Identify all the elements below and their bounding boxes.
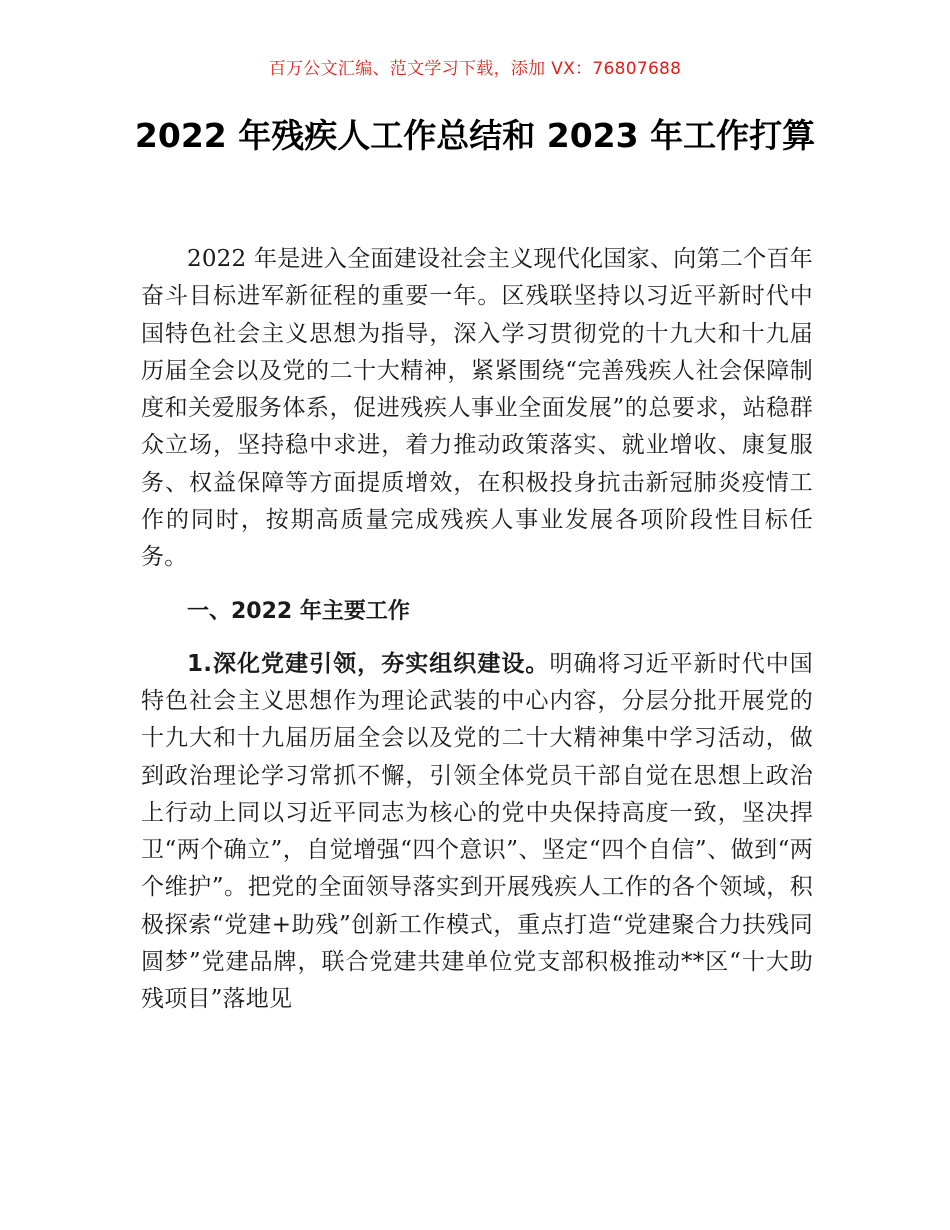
item-1-paragraph [141,646,813,1019]
section-heading-main-work: 一、2022 年主要工作 [187,598,410,624]
intro-paragraph: 2022 年是进入全面建设社会主义现代化国家、向第二个百年奋斗目标进军新征程的重要一年。区残联坚持以习近平新时代中国特色社会主义思想为指导，深入学习贯彻党的十九大和十九届历届全会以及党的二十大精神，紧紧围绕“完善残疾人社会保障制度和关爱服务体系，促进残疾人事业全面发展”的总要求，站稳群众立场，坚持稳中求进，着力推动政策落实、就业增收、康复服务、权益保障等方面提质增效，在积极投身抗击新冠肺炎疫情工作的同时，按期高质量完成残疾人事业发展各项阶段性目标任务。 [141,246,813,571]
item-1-text: 明确将习近平新时代中国特色社会主义思想作为理论武装的中心内容，分层分批开展党的十九大和十九届历届全会以及党的二十大精神集中学习活动，做到政治理论学习常抓不懈，引领全体党员干部自觉在思想上政治上行动上同以习近平同志为核心的党中央保持高度一致，坚决捍卫“两个确立”，自觉增强“四个意识”、坚定“四个自信”、做到“两个维护”。把党的全面领导落实到开展残疾人工作的各个领域，积极探索“党建+助残”创新工作模式，重点打造“党建聚合力扶残同圆梦”党建品牌，联合党建共建单位党支部积极推动**区“十大助残项目”落地见 [141,650,813,1013]
document-title: 2022 年残疾人工作总结和 2023 年工作打算 [134,116,816,155]
item-1-lead: 1.深化党建引领，夯实组织建设。 [187,650,550,677]
document-body [141,241,813,1019]
header-contact-note: 百万公文汇编、范文学习下载，添加 VX：76807688 [268,59,682,79]
